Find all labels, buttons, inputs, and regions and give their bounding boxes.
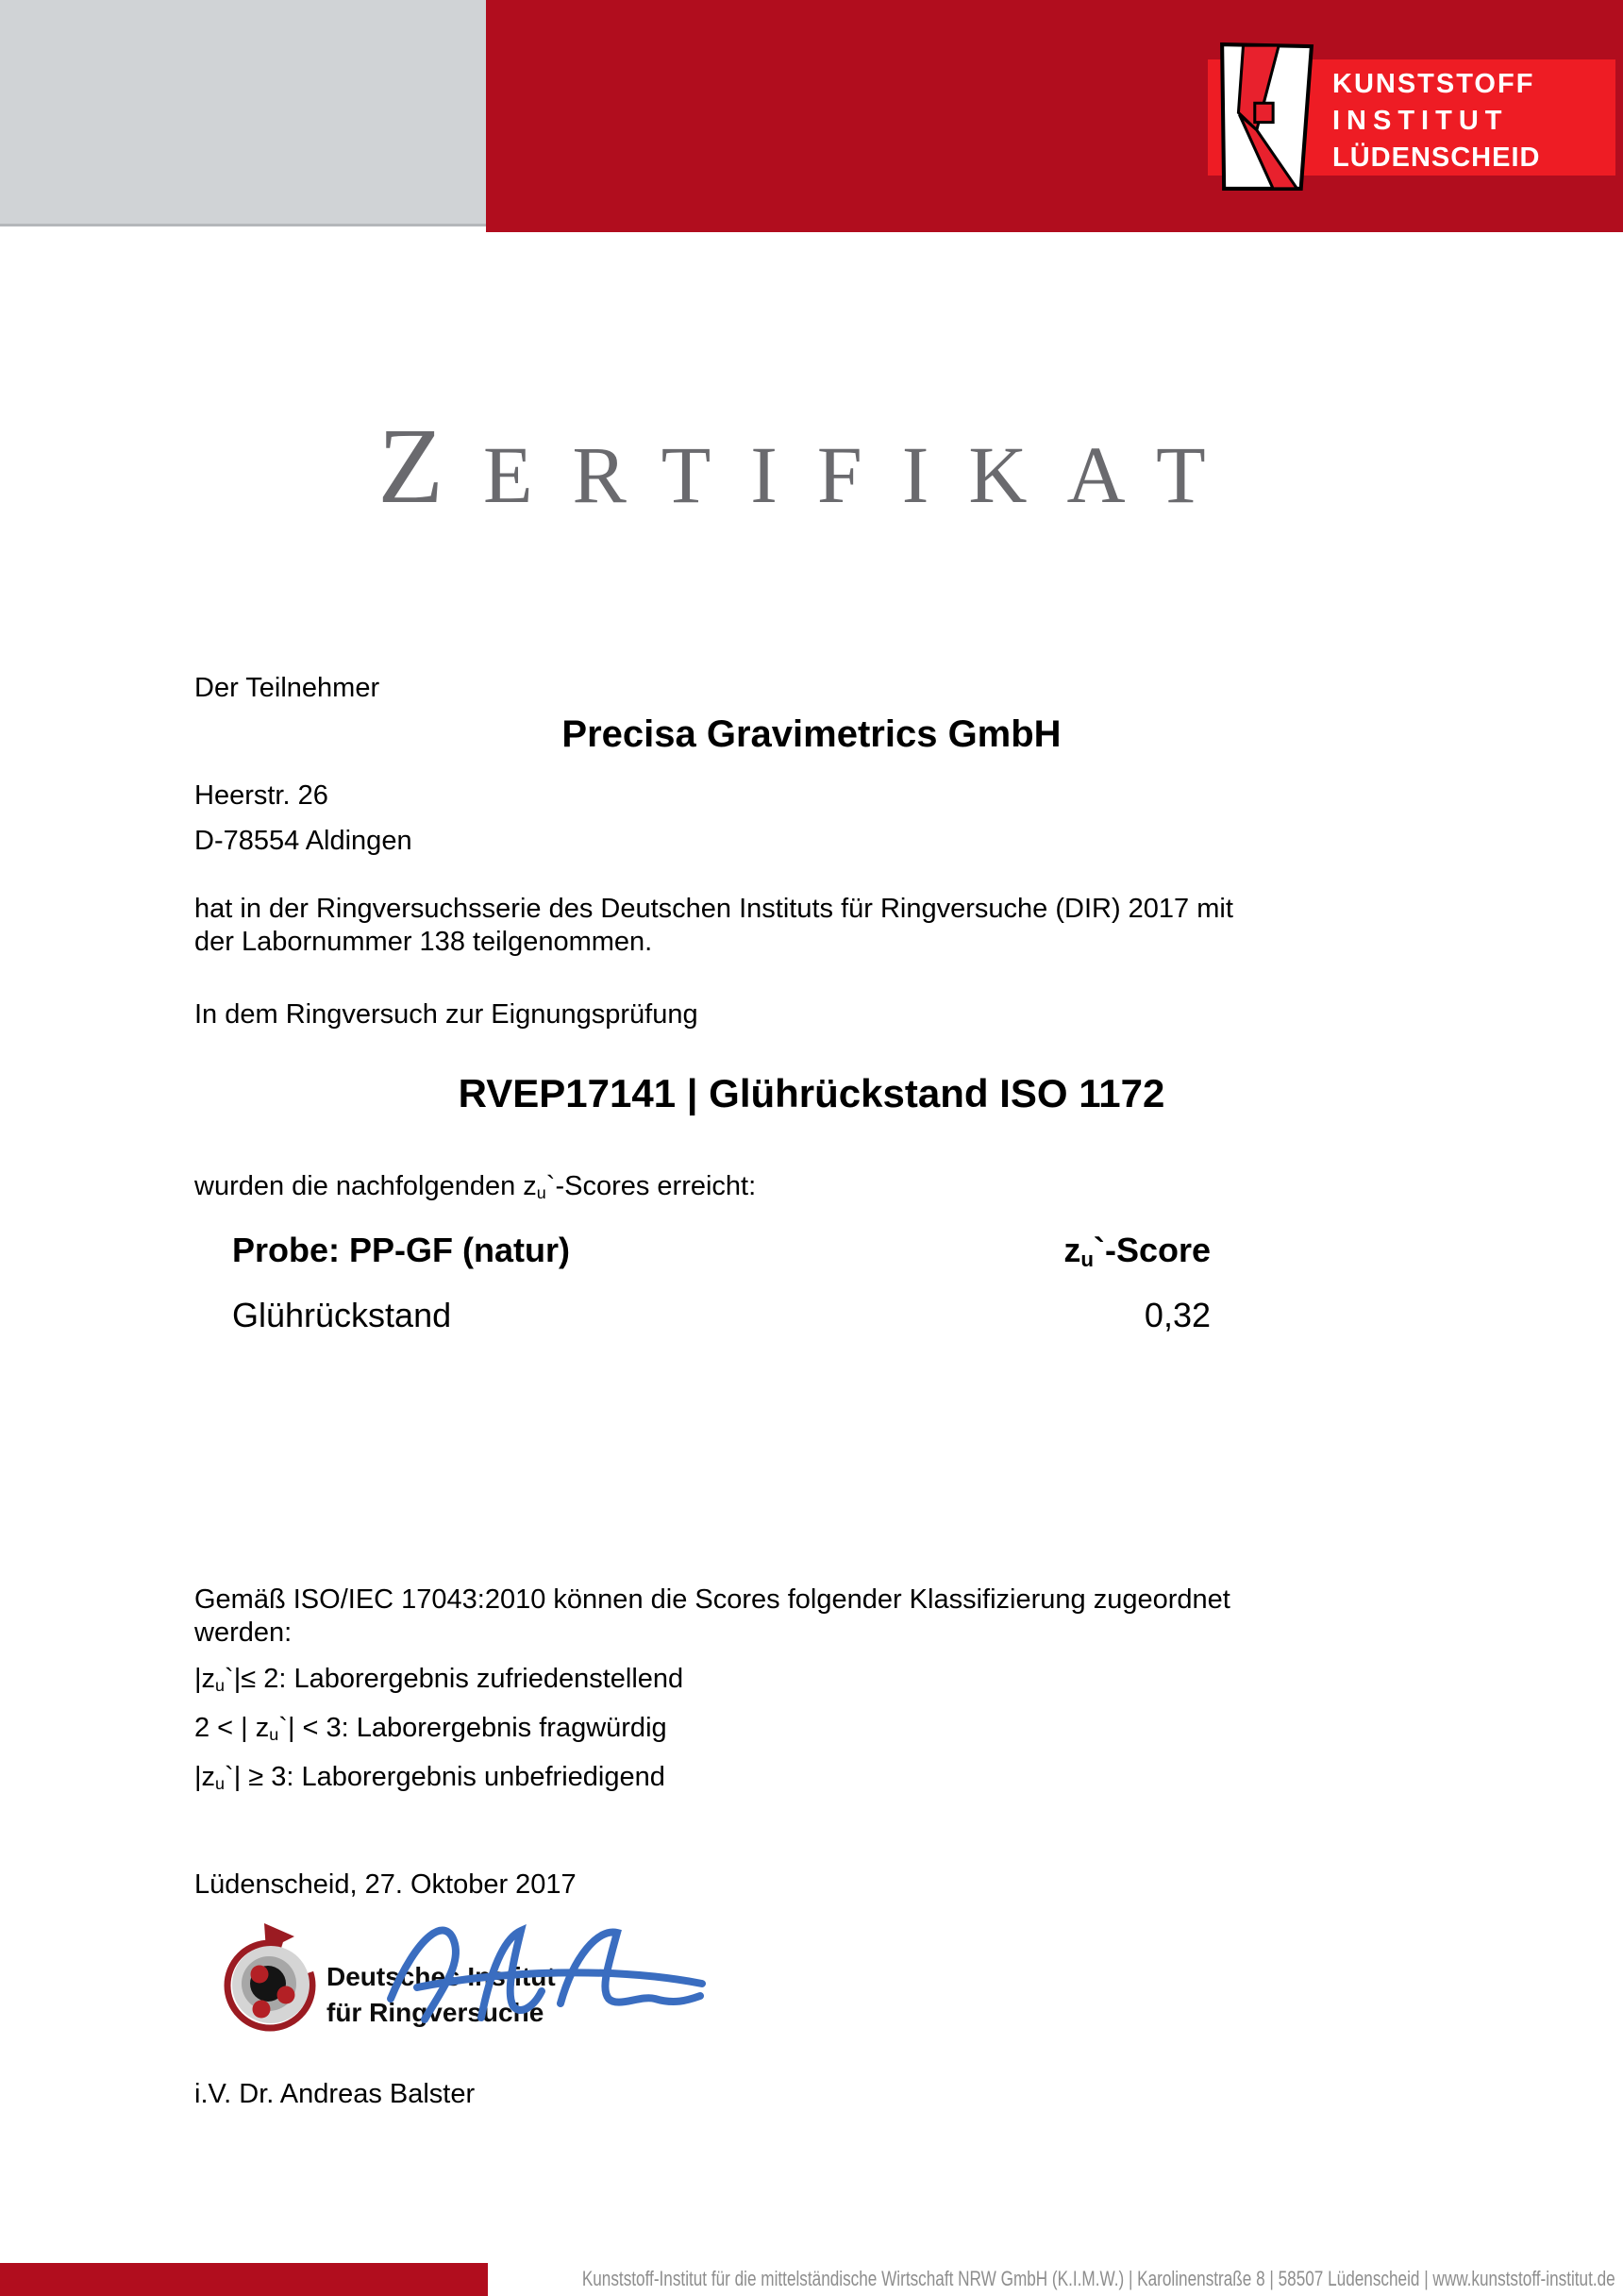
institute-line1: Deutsches Institut — [326, 1962, 556, 1991]
rule2-pre: 2 < | z — [194, 1713, 270, 1743]
participation-line2: der Labornummer 138 teilgenommen. — [194, 927, 653, 957]
rule1-sub: u — [215, 1675, 226, 1695]
scores-intro — [194, 1170, 756, 1203]
score-header-pre: z — [1063, 1231, 1081, 1269]
rule3-pre: |z — [194, 1762, 216, 1792]
classification-intro — [194, 1584, 1230, 1650]
parameter-cell: Glührückstand — [232, 1296, 452, 1334]
score-header-post: `-Score — [1093, 1231, 1211, 1269]
title-rest: ERTIFIKAT — [483, 429, 1246, 520]
scores-intro-pre: wurden die nachfolgenden z — [194, 1171, 537, 1201]
ringversuch-intro: In dem Ringversuch zur Eignungsprüfung — [194, 999, 698, 1030]
participation-paragraph — [194, 893, 1233, 959]
footer-red-block — [0, 2263, 488, 2296]
score-header-sub: u — [1080, 1247, 1094, 1271]
rule1-pre: |z — [194, 1664, 216, 1694]
rule2-sub: u — [269, 1724, 279, 1744]
rule3-post: `| ≥ 3: Laborergebnis unbefriedigend — [225, 1762, 665, 1792]
rule1-post: `|≤ 2: Laborergebnis zufriedenstellend — [225, 1664, 684, 1694]
kil-logo-k-icon — [1212, 42, 1321, 193]
test-title: RVEP17141 | Glührückstand ISO 1172 — [458, 1071, 1165, 1115]
institute-name — [326, 1959, 556, 2031]
institute-line2: für Ringversuche — [326, 1998, 544, 2027]
participant-name: Precisa Gravimetrics GmbH — [561, 713, 1062, 755]
classification-intro-line2: werden: — [194, 1617, 293, 1648]
kil-logo-line3: LÜDENSCHEID — [1332, 142, 1541, 173]
signer-name: i.V. Dr. Andreas Balster — [194, 2079, 476, 2109]
sample-header-cell: Probe: PP-GF (natur) — [232, 1231, 570, 1269]
scores-intro-post: `-Scores erreicht: — [545, 1171, 757, 1201]
footer-text: Kunststoff-Institut für die mittelständische Wirtschaft NRW GmbH (K.I.M.W.) | Karolinenstraße 8 | 58507 Lüdenscheid | www.kunststoff-institut.de — [582, 2267, 1615, 2290]
rule3-sub: u — [215, 1773, 226, 1793]
scores-intro-sub: u — [536, 1182, 546, 1202]
participant-intro: Der Teilnehmer — [194, 673, 380, 703]
kil-logo-line2: INSTITUT — [1332, 106, 1509, 136]
rule2-post: `| < 3: Laborergebnis fragwürdig — [278, 1713, 667, 1743]
kil-logo-line1: KUNSTSTOFF — [1332, 69, 1535, 99]
participant-street: Heerstr. 26 — [194, 780, 328, 811]
participant-city: D-78554 Aldingen — [194, 826, 412, 856]
dir-emblem-icon — [221, 1921, 321, 2036]
participation-line1: hat in der Ringversuchsserie des Deutschen Instituts für Ringversuche (DIR) 2017 mit — [194, 894, 1233, 924]
classification-rule-3 — [194, 1761, 665, 1794]
kil-logo-text — [1332, 66, 1540, 176]
classification-intro-line1: Gemäß ISO/IEC 17043:2010 können die Scores folgender Klassifizierung zugeordnet — [194, 1584, 1230, 1615]
score-header-cell — [1063, 1230, 1211, 1271]
header-gray-block — [0, 0, 486, 226]
value-cell: 0,32 — [1144, 1296, 1211, 1334]
place-date: Lüdenscheid, 27. Oktober 2017 — [194, 1869, 577, 1900]
certificate-title — [0, 404, 1623, 528]
classification-rule-1 — [194, 1663, 683, 1696]
title-initial: Z — [377, 406, 484, 526]
classification-rule-2 — [194, 1712, 667, 1745]
